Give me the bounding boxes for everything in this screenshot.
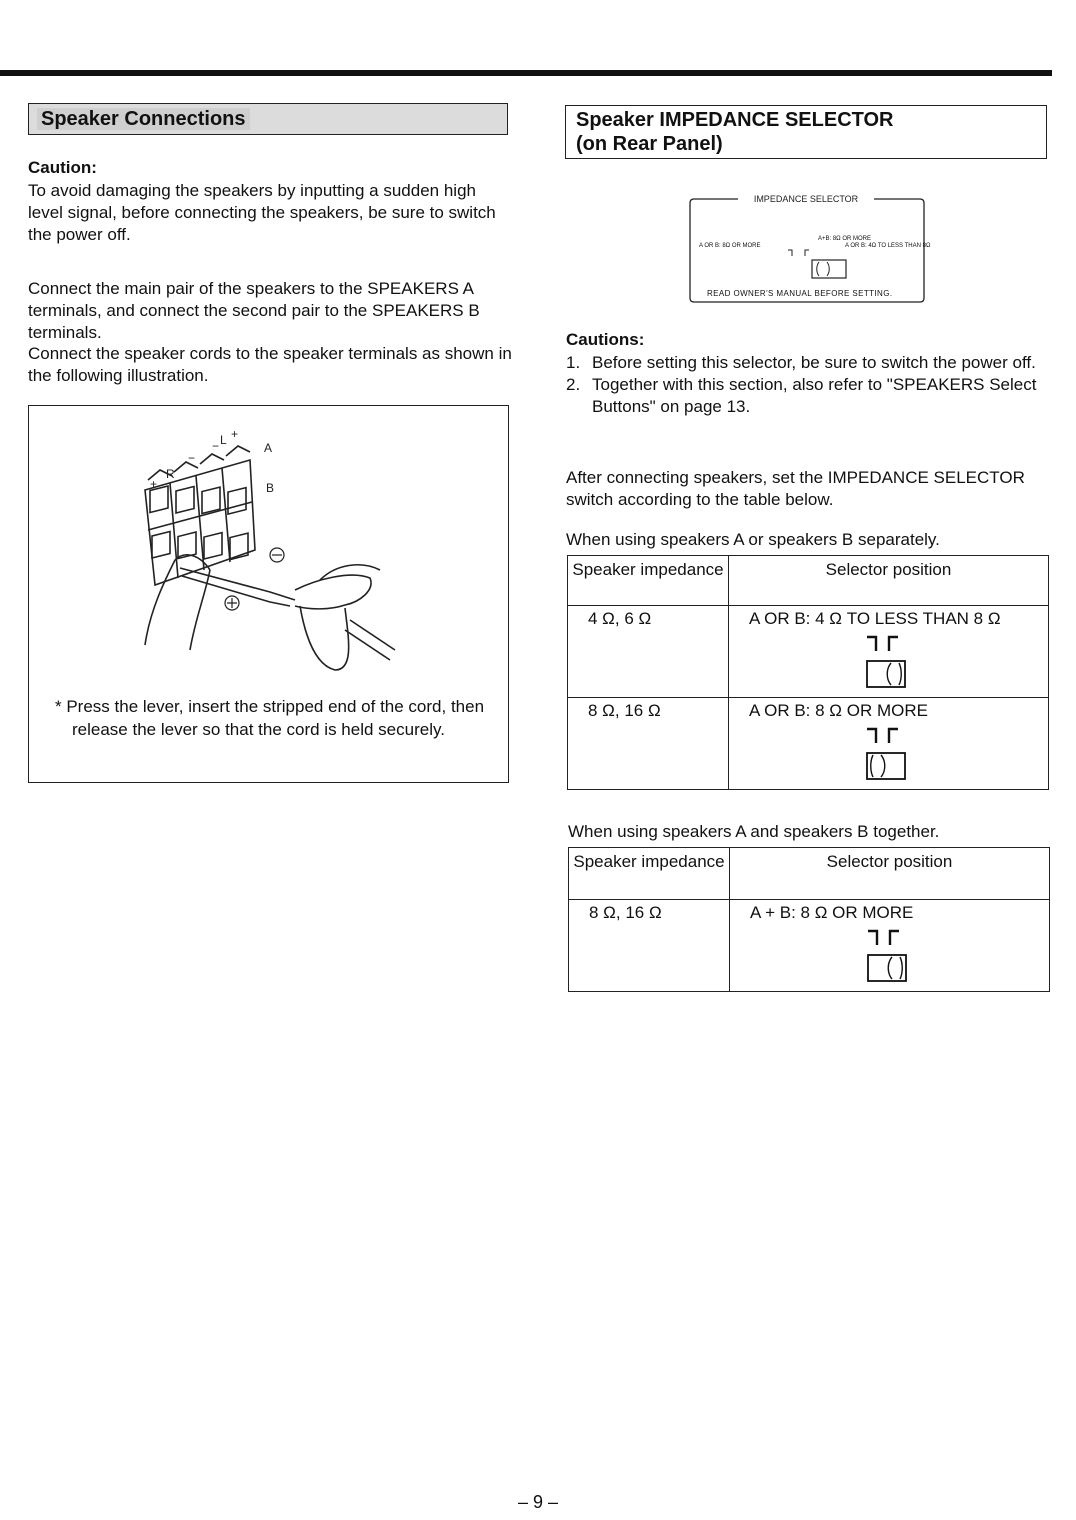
table-row	[568, 698, 1049, 790]
header-impedance: Speaker impedance	[569, 848, 730, 900]
table-row	[569, 900, 1050, 992]
terminal-label-plus-l: +	[231, 427, 239, 441]
caution-item: 2. Together with this section, also refer to "SPEAKERS Select Buttons" on page 13.	[566, 375, 1037, 416]
caution-text: To avoid damaging the speakers by inputting a sudden high level signal, before connecting the speakers, be sure to switch the power off.	[28, 181, 496, 244]
terminal-label-plus-r: +	[150, 477, 158, 491]
table1-caption: When using speakers A or speakers B separately.	[566, 530, 940, 549]
speaker-terminal-illustration	[120, 420, 410, 690]
position-cell: A + B: 8 Ω OR MORE	[730, 900, 1050, 992]
page-number: – 9 –	[517, 1492, 559, 1512]
terminal-label-r: R	[166, 467, 175, 481]
header-impedance: Speaker impedance	[568, 556, 729, 606]
table-header-row	[568, 556, 1049, 606]
selector-switch-icon	[839, 633, 919, 691]
impedance-cell: 8 Ω, 16 Ω	[568, 698, 729, 790]
table2-caption: When using speakers A and speakers B together.	[568, 822, 940, 841]
top-rule	[0, 70, 1052, 76]
selector-switch-icon	[839, 725, 919, 783]
panel-heading: IMPEDANCE SELECTOR	[753, 194, 859, 204]
selector-switch-icon	[840, 927, 920, 985]
terminal-block	[145, 446, 255, 585]
panel-label-a-or-b-4: A OR B: 4Ω TO LESS THAN 8Ω	[845, 243, 931, 249]
caution-heading: Caution:	[28, 158, 97, 177]
cautions-list	[566, 352, 1056, 418]
panel-footer: READ OWNER'S MANUAL BEFORE SETTING.	[707, 289, 893, 298]
table-header-row	[569, 848, 1050, 900]
table-row	[568, 606, 1049, 698]
terminal-label-l: L	[220, 433, 227, 447]
speaker-connections-title: Speaker Connections	[28, 103, 508, 135]
caution-item: 1. Before setting this selector, be sure to switch the power off.	[566, 353, 1036, 372]
panel-label-a-plus-b: A+B: 8Ω OR MORE	[818, 236, 871, 242]
header-position: Selector position	[729, 556, 1049, 606]
terminal-label-minus-l: −	[212, 439, 220, 453]
impedance-cell: 4 Ω, 6 Ω	[568, 606, 729, 698]
header-position: Selector position	[730, 848, 1050, 900]
position-cell: A OR B: 4 Ω TO LESS THAN 8 Ω	[729, 606, 1049, 698]
panel-switch-icon	[812, 260, 846, 278]
after-connecting-text: After connecting speakers, set the IMPEDANCE SELECTOR switch according to the table below.	[566, 468, 1025, 509]
impedance-cell: 8 Ω, 16 Ω	[569, 900, 730, 992]
position-cell: A OR B: 8 Ω OR MORE	[729, 698, 1049, 790]
connection-paragraph-1: Connect the main pair of the speakers to the SPEAKERS A terminals, and connect the second pair to the SPEAKERS B terminals.	[28, 279, 480, 342]
illustration-note: * Press the lever, insert the stripped end of the cord, then release the lever so that the cord is held securely.	[55, 697, 485, 739]
hand-and-cord	[145, 555, 395, 670]
impedance-table-together	[568, 847, 1050, 992]
connection-paragraph-2: Connect the speaker cords to the speaker terminals as shown in the following illustration.	[28, 344, 512, 385]
terminal-label-a: A	[264, 441, 273, 455]
impedance-table-separate	[567, 555, 1049, 790]
cautions-heading: Cautions:	[566, 330, 645, 349]
terminal-label-minus-r: −	[188, 451, 196, 465]
panel-label-a-or-b-8: A OR B: 8Ω OR MORE	[699, 243, 761, 249]
terminal-label-b: B	[266, 481, 275, 495]
impedance-selector-title: Speaker IMPEDANCE SELECTOR (on Rear Panel)	[565, 105, 1047, 159]
